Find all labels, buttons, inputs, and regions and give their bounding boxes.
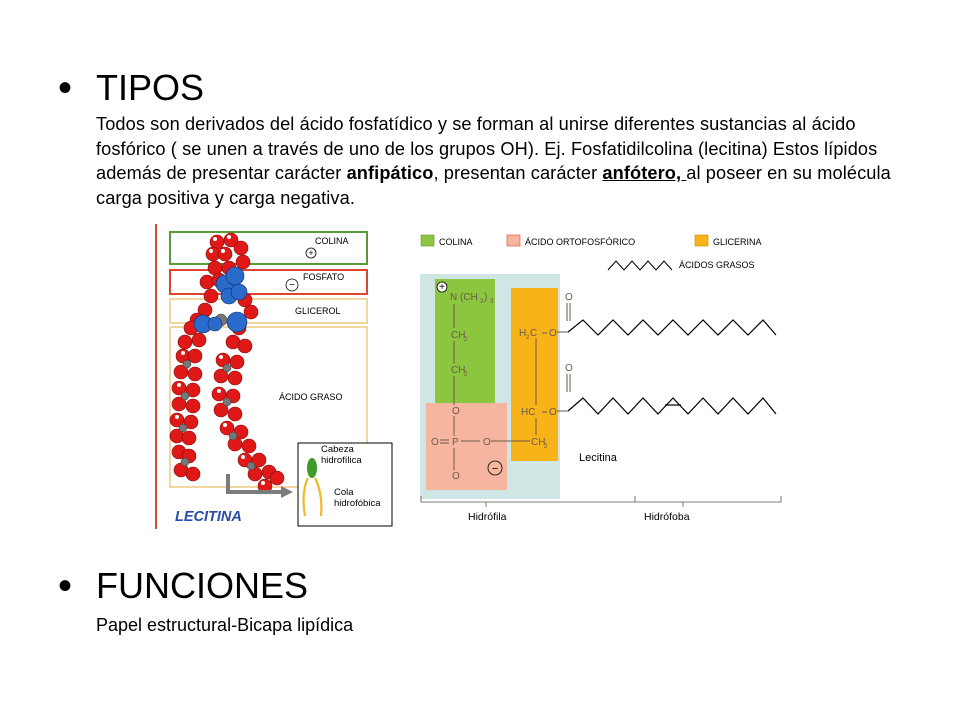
label-hidrofilica: hidrofílica	[321, 455, 362, 466]
formula-minus: −	[491, 463, 499, 475]
formula-ch2-b-sub: 2	[464, 372, 468, 378]
label-fosfato: FOSFATO	[303, 272, 345, 282]
legend-glicerina: GLICERINA	[713, 237, 762, 247]
formula-hc-o: O	[549, 407, 557, 418]
formula-ch3-close: )	[484, 292, 488, 303]
label-colina: COLINA	[315, 236, 349, 246]
formula-ch2-c: CH	[531, 437, 546, 448]
formula-o-eq: O	[431, 437, 439, 448]
glicerina-region	[511, 288, 558, 461]
formula-ch2-b: CH	[451, 365, 466, 376]
label-cola: Cola	[334, 487, 354, 498]
formula-ch3-sub: 3	[480, 299, 484, 305]
funciones-text: Papel estructural-Bicapa lipídica	[96, 615, 354, 635]
formula-ch2-c-sub: 2	[544, 444, 548, 450]
label-hidrofobica: hidrofóbica	[334, 498, 381, 509]
label-hidrofoba: Hidrófoba	[644, 511, 690, 523]
bullet-tipos: •	[58, 66, 73, 110]
formula-ch3-sub2: 3	[490, 299, 494, 305]
label-hidrofila: Hidrófila	[468, 511, 507, 523]
formula-h2c-sub: 2	[526, 335, 530, 341]
formula-ch2-a-sub: 2	[464, 337, 468, 343]
legend-colina-swatch	[421, 235, 434, 246]
formula-o-acyl1: O	[565, 292, 573, 303]
para-bold-anfotero: anfótero,	[602, 163, 687, 183]
formula-h2c: H	[519, 328, 527, 339]
heading-tipos: TIPOS	[96, 67, 205, 108]
formula-lecitina-label: Lecitina	[579, 452, 617, 464]
label-acido-graso: ÁCIDO GRASO	[279, 392, 343, 402]
bullet-funciones: •	[58, 564, 73, 608]
formula-o-right: O	[483, 437, 491, 448]
formula-ch3: (CH	[460, 292, 478, 303]
label-glicerol: GLICEROL	[295, 306, 341, 316]
label-cabeza: Cabeza	[321, 444, 354, 455]
formula-p: P	[452, 437, 459, 448]
legend-acidos-grasos: ÁCIDOS GRASOS	[679, 260, 755, 270]
formula-o-acyl2: O	[565, 363, 573, 374]
legend-colina: COLINA	[439, 237, 473, 247]
tipos-paragraph	[96, 112, 926, 210]
legend-glicerina-swatch	[695, 235, 708, 246]
legend-acido-ortofosforico: ÁCIDO ORTOFOSFÓRICO	[525, 237, 636, 247]
para-bold-anfipatico: anfipático	[346, 163, 434, 183]
formula-o-bottom: O	[452, 471, 460, 482]
polar-head-icon	[307, 458, 317, 478]
lecitina-title: LECITINA	[175, 509, 242, 525]
para-text-3: al poseer en su molécula carga positiva y carga negativa.	[96, 163, 891, 208]
formula-o-top: O	[452, 406, 460, 417]
formula-h2c-c: C	[530, 328, 538, 339]
lecithin-figure	[155, 224, 785, 529]
left-minus: −	[289, 280, 295, 291]
left-plus: +	[308, 248, 314, 258]
formula-plus: +	[439, 282, 445, 293]
para-text-2: , presentan carácter	[433, 163, 603, 183]
para-text-1: Todos son derivados del ácido fosfatídico y se forman al unirse diferentes sustancias al ácido fosfórico ( se unen a través de uno de los grupos OH). Ej. Fosfatidilcolina (lecitina) Estos lípidos además de presentar carácter	[96, 114, 878, 183]
legend-fosforico-swatch	[507, 235, 520, 246]
formula-h2c-o: O	[549, 328, 557, 339]
heading-funciones: FUNCIONES	[96, 565, 309, 606]
formula-hc: HC	[521, 407, 536, 418]
formula-ch2-a: CH	[451, 330, 466, 341]
formula-n: N	[450, 292, 458, 303]
